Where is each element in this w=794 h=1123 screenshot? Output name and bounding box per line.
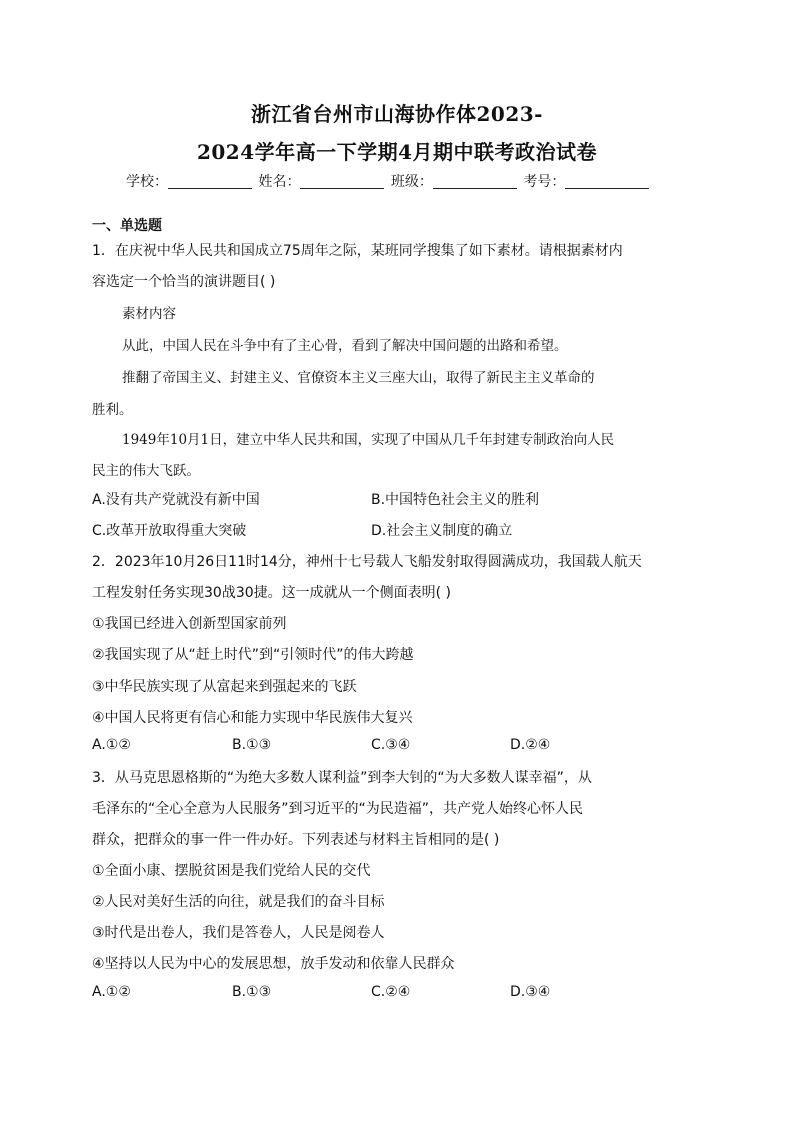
- question-2-stem-line1: 2．2023年10月26日11时14分，神州十七号载人飞船发射取得圆满成功，我国载人航天: [92, 554, 642, 570]
- material-line: 1949年10月1日，建立中华人民共和国，实现了中国从几千年封建专制政治向人民: [122, 432, 615, 448]
- option-b[interactable]: B.①③: [232, 984, 272, 1000]
- statement: ①全面小康、摆脱贫困是我们党给人民的交代: [92, 863, 371, 879]
- option-b[interactable]: B.中国特色社会主义的胜利: [371, 492, 540, 508]
- option-c[interactable]: C.改革开放取得重大突破: [92, 523, 247, 539]
- option-a[interactable]: A.①②: [92, 737, 131, 753]
- statement: ③时代是出卷人，我们是答卷人，人民是阅卷人: [92, 925, 385, 941]
- option-a[interactable]: A.①②: [92, 984, 131, 1000]
- statement: ①我国已经进入创新型国家前列: [92, 616, 287, 632]
- option-b[interactable]: B.①③: [232, 737, 272, 753]
- question-2-stem-line2: 工程发射任务实现30战30捷。这一成就从一个侧面表明( ): [92, 585, 452, 601]
- option-a[interactable]: A.没有共产党就没有新中国: [92, 492, 260, 508]
- school-label: 学校：: [126, 174, 168, 190]
- name-blank[interactable]: [300, 174, 384, 189]
- school-blank[interactable]: [168, 174, 252, 189]
- question-1-stem-line2: 容选定一个恰当的演讲题目( ): [92, 274, 276, 290]
- statement: ②我国实现了从“赶上时代”到“引领时代”的伟大跨越: [92, 647, 414, 663]
- exam-title-line2: 2024学年高一下学期4月期中联考政治试卷: [196, 140, 598, 164]
- exam-number-label: 考号：: [523, 174, 566, 190]
- option-d[interactable]: D.②④: [510, 737, 551, 753]
- class-blank[interactable]: [433, 174, 517, 189]
- option-d[interactable]: D.社会主义制度的确立: [371, 523, 513, 539]
- option-c[interactable]: C.③④: [371, 737, 411, 753]
- statement: ②人民对美好生活的向往，就是我们的奋斗目标: [92, 894, 385, 910]
- option-c[interactable]: C.②④: [371, 984, 411, 1000]
- question-1-stem-line1: 1．在庆祝中华人民共和国成立75周年之际，某班同学搜集了如下素材。请根据素材内: [92, 243, 623, 259]
- material-line: 民主的伟大飞跃。: [92, 463, 200, 479]
- statement: ③中华民族实现了从富起来到强起来的飞跃: [92, 679, 357, 695]
- student-info-row: [126, 171, 651, 191]
- question-3-stem-line3: 群众，把群众的事一件一件办好。下列表述与材料主旨相同的是( ): [92, 832, 500, 848]
- exam-title-line1: 浙江省台州市山海协作体2023-: [251, 102, 543, 126]
- material-heading: 素材内容: [122, 306, 176, 322]
- name-label: 姓名：: [258, 174, 301, 190]
- exam-number-blank[interactable]: [565, 174, 649, 189]
- option-d[interactable]: D.③④: [510, 984, 551, 1000]
- material-line: 胜利。: [92, 402, 133, 418]
- statement: ④坚持以人民为中心的发展思想，放手发动和依靠人民群众: [92, 956, 455, 972]
- material-line: 推翻了帝国主义、封建主义、官僚资本主义三座大山，取得了新民主主义革命的: [122, 370, 595, 386]
- statement: ④中国人民将更有信心和能力实现中华民族伟大复兴: [92, 710, 413, 726]
- question-3-stem-line2: 毛泽东的“全心全意为人民服务”到习近平的“为民造福”，共产党人始终心怀人民: [92, 801, 584, 817]
- question-3-stem-line1: 3．从马克思恩格斯的“为绝大多数人谋利益”到李大钊的“为大多数人谋幸福”，从: [92, 770, 592, 786]
- class-label: 班级：: [390, 174, 433, 190]
- material-line: 从此，中国人民在斗争中有了主心骨，看到了解决中国问题的出路和希望。: [122, 338, 568, 354]
- section-title: 一、单选题: [92, 218, 162, 234]
